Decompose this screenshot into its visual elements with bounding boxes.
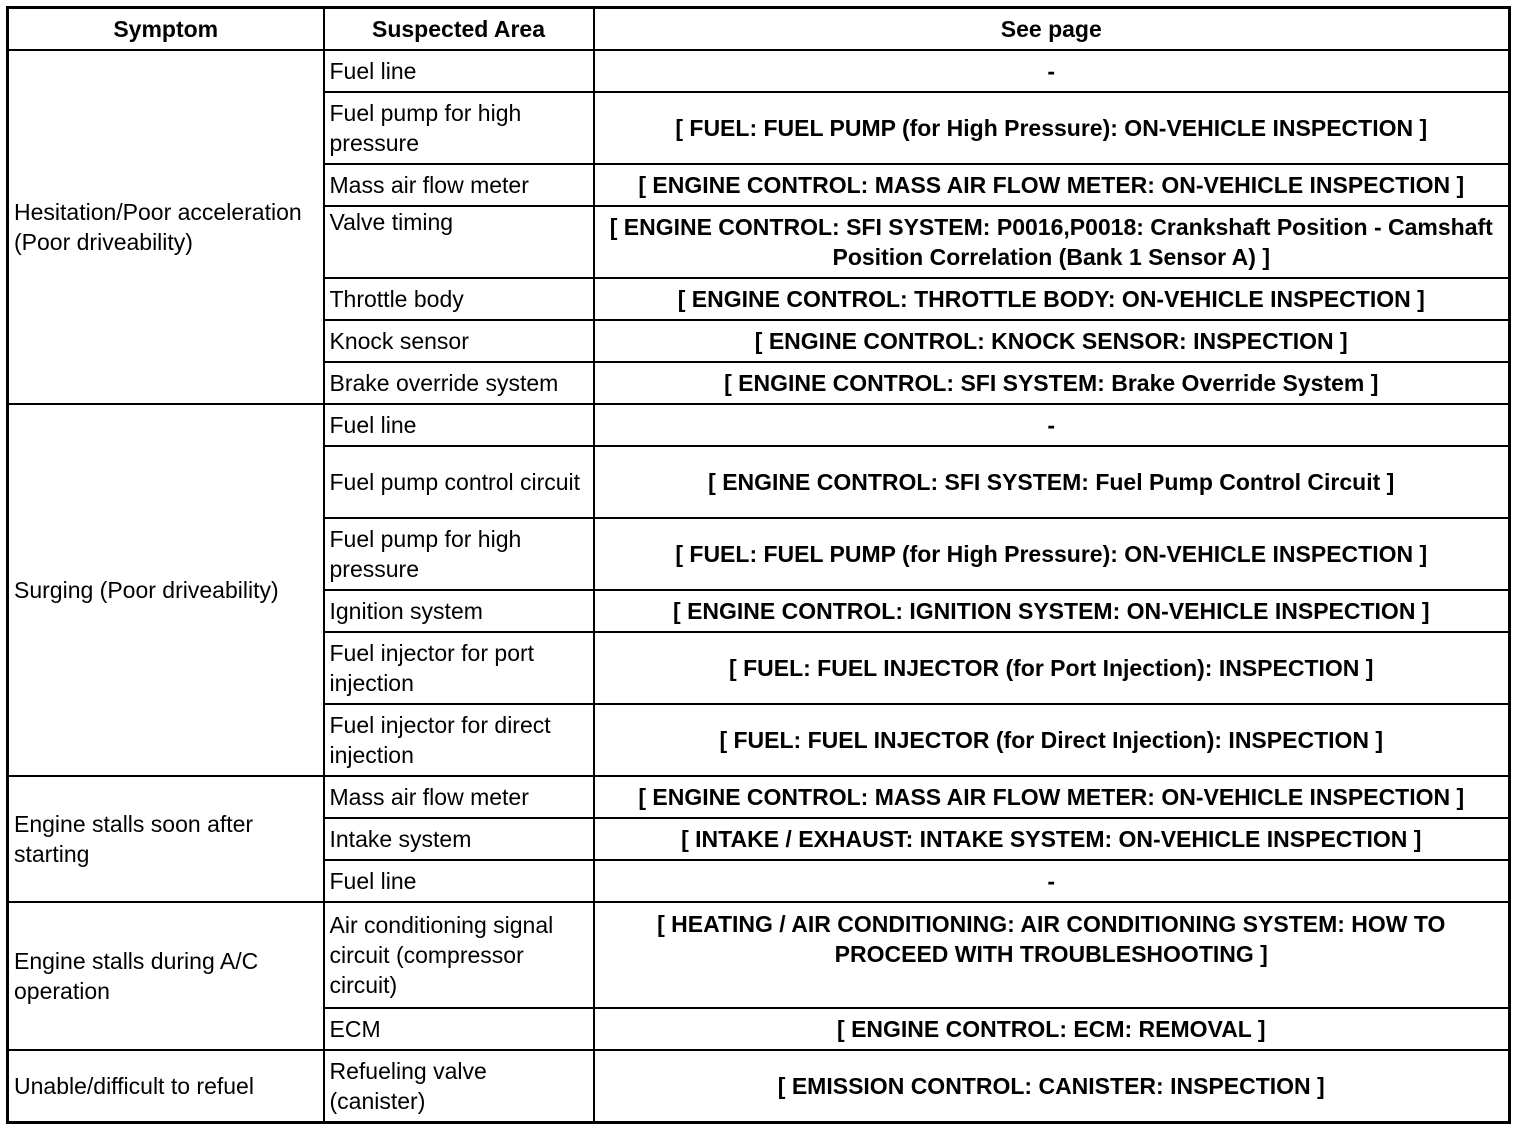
see-page-link[interactable]: [ ENGINE CONTROL: SFI SYSTEM: Brake Override System ]: [594, 362, 1510, 404]
suspected-area-cell: Valve timing: [324, 206, 594, 278]
see-page-cell: -: [594, 860, 1510, 902]
see-page-link[interactable]: [ ENGINE CONTROL: THROTTLE BODY: ON-VEHICLE INSPECTION ]: [594, 278, 1510, 320]
suspected-area-cell: Fuel line: [324, 404, 594, 446]
suspected-area-cell: Intake system: [324, 818, 594, 860]
header-see-page: See page: [594, 8, 1510, 51]
see-page-link[interactable]: [ EMISSION CONTROL: CANISTER: INSPECTION ]: [594, 1050, 1510, 1123]
table-row: [8, 1050, 1510, 1123]
troubleshooting-table: [6, 6, 1511, 1124]
see-page-link[interactable]: [ ENGINE CONTROL: SFI SYSTEM: P0016,P0018: Crankshaft Position - Camshaft Position Correlation (Bank 1 Sensor A) ]: [594, 206, 1510, 278]
suspected-area-cell: Air conditioning signal circuit (compressor circuit): [324, 902, 594, 1008]
table-row: [8, 776, 1510, 818]
suspected-area-cell: Fuel pump for high pressure: [324, 92, 594, 164]
suspected-area-cell: Fuel injector for direct injection: [324, 704, 594, 776]
table-row: [8, 50, 1510, 92]
see-page-link[interactable]: [ ENGINE CONTROL: MASS AIR FLOW METER: ON-VEHICLE INSPECTION ]: [594, 776, 1510, 818]
table-row: [8, 404, 1510, 446]
see-page-link[interactable]: [ FUEL: FUEL INJECTOR (for Port Injection): INSPECTION ]: [594, 632, 1510, 704]
suspected-area-cell: Ignition system: [324, 590, 594, 632]
suspected-area-cell: Fuel pump for high pressure: [324, 518, 594, 590]
see-page-link[interactable]: [ ENGINE CONTROL: KNOCK SENSOR: INSPECTION ]: [594, 320, 1510, 362]
see-page-link[interactable]: [ ENGINE CONTROL: ECM: REMOVAL ]: [594, 1008, 1510, 1050]
suspected-area-cell: Mass air flow meter: [324, 776, 594, 818]
symptom-cell: Unable/difficult to refuel: [8, 1050, 324, 1123]
see-page-link[interactable]: [ ENGINE CONTROL: IGNITION SYSTEM: ON-VEHICLE INSPECTION ]: [594, 590, 1510, 632]
see-page-link[interactable]: [ INTAKE / EXHAUST: INTAKE SYSTEM: ON-VEHICLE INSPECTION ]: [594, 818, 1510, 860]
suspected-area-cell: Throttle body: [324, 278, 594, 320]
see-page-link[interactable]: [ ENGINE CONTROL: MASS AIR FLOW METER: ON-VEHICLE INSPECTION ]: [594, 164, 1510, 206]
suspected-area-cell: ECM: [324, 1008, 594, 1050]
see-page-link[interactable]: [ FUEL: FUEL INJECTOR (for Direct Injection): INSPECTION ]: [594, 704, 1510, 776]
symptom-cell: Engine stalls soon after starting: [8, 776, 324, 902]
symptom-cell: Engine stalls during A/C operation: [8, 902, 324, 1050]
see-page-cell: -: [594, 404, 1510, 446]
suspected-area-cell: Brake override system: [324, 362, 594, 404]
see-page-link[interactable]: [ FUEL: FUEL PUMP (for High Pressure): ON-VEHICLE INSPECTION ]: [594, 92, 1510, 164]
symptom-cell: Hesitation/Poor acceleration (Poor driveability): [8, 50, 324, 404]
symptom-cell: Surging (Poor driveability): [8, 404, 324, 776]
suspected-area-cell: Fuel injector for port injection: [324, 632, 594, 704]
suspected-area-cell: Refueling valve (canister): [324, 1050, 594, 1123]
suspected-area-cell: Fuel line: [324, 50, 594, 92]
suspected-area-cell: Knock sensor: [324, 320, 594, 362]
see-page-cell: -: [594, 50, 1510, 92]
header-suspected-area: Suspected Area: [324, 8, 594, 51]
see-page-link[interactable]: [ HEATING / AIR CONDITIONING: AIR CONDITIONING SYSTEM: HOW TO PROCEED WITH TROUBLESHOOTING ]: [594, 902, 1510, 1008]
suspected-area-cell: Fuel line: [324, 860, 594, 902]
suspected-area-cell: Mass air flow meter: [324, 164, 594, 206]
header-symptom: Symptom: [8, 8, 324, 51]
see-page-link[interactable]: [ FUEL: FUEL PUMP (for High Pressure): ON-VEHICLE INSPECTION ]: [594, 518, 1510, 590]
table-row: [8, 902, 1510, 1008]
see-page-link[interactable]: [ ENGINE CONTROL: SFI SYSTEM: Fuel Pump Control Circuit ]: [594, 446, 1510, 518]
suspected-area-cell: Fuel pump control circuit: [324, 446, 594, 518]
